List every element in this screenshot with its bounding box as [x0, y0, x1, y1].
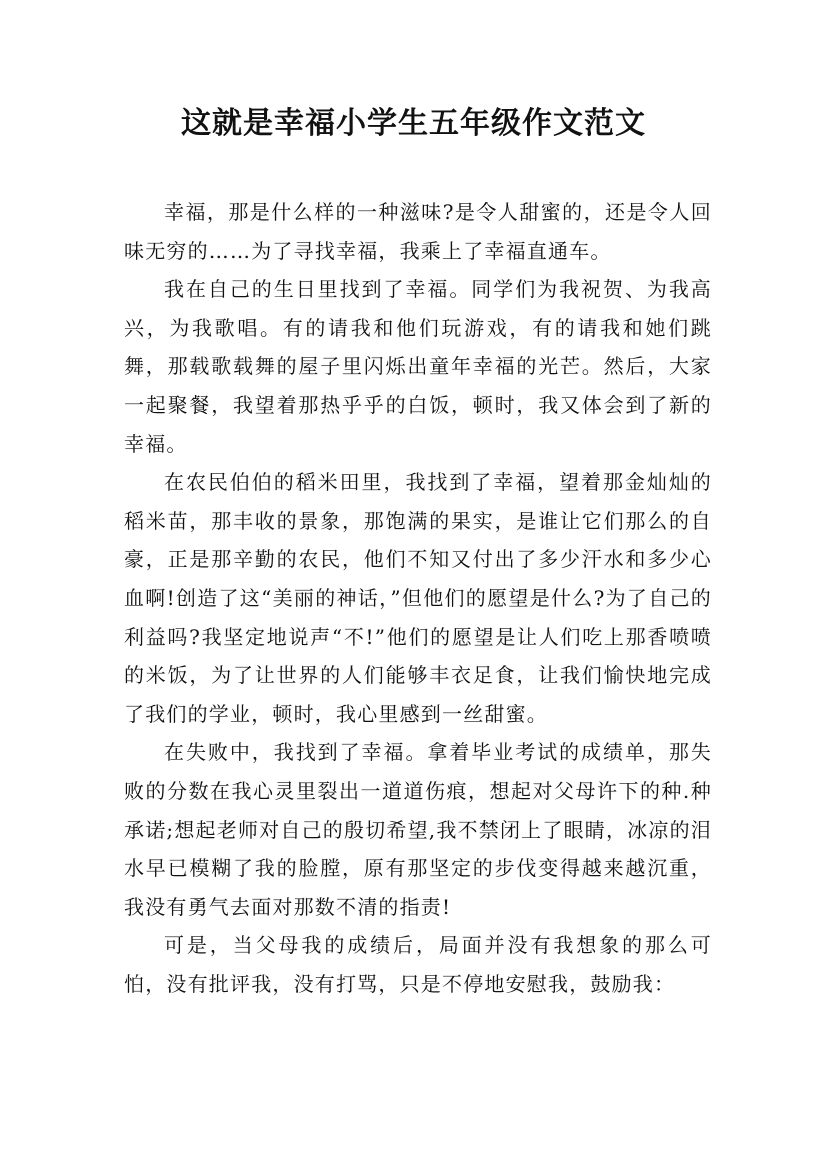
paragraph: 在农民伯伯的稻米田里，我找到了幸福，望着那金灿灿的稻米苗，那丰收的景象，那饱满的果实，是谁让它们那么的自豪，正是那辛勤的农民，他们不知又付出了多少汗水和多少心血啊!创造了这“美丽的神话，”但他们的愿望是什么?为了自己的利益吗?我坚定地说声“不!”他们的愿望是让人们吃上那香喷喷的米饭，为了让世界的人们能够丰衣足食，让我们愉快地完成了我们的学业，顿时，我心里感到一丝甜蜜。 [124, 470, 712, 726]
document-body [124, 193, 712, 1003]
paragraph: 在失败中，我找到了幸福。拿着毕业考试的成绩单，那失败的分数在我心灵里裂出一道道伤痕，想起对父母许下的种.种承诺;想起老师对自己的殷切希望,我不禁闭上了眼睛，冰凉的泪水早已模糊了我的脸膛，原有那坚定的步伐变得越来越沉重，我没有勇气去面对那数不清的指责! [124, 740, 712, 919]
document-title: 这就是幸福小学生五年级作文范文 [181, 106, 646, 141]
paragraph: 我在自己的生日里找到了幸福。同学们为我祝贺、为我高兴，为我歌唱。有的请我和他们玩游戏，有的请我和她们跳舞，那载歌载舞的屋子里闪烁出童年幸福的光芒。然后，大家一起聚餐，我望着那热乎乎的白饭，顿时，我又体会到了新的幸福。 [124, 277, 712, 456]
paragraph: 可是，当父母我的成绩后，局面并没有我想象的那么可怕，没有批评我，没有打骂，只是不停地安慰我，鼓励我： [124, 933, 712, 996]
paragraph: 幸福，那是什么样的一种滋味?是令人甜蜜的，还是令人回味无穷的……为了寻找幸福，我乘上了幸福直通车。 [124, 200, 712, 263]
